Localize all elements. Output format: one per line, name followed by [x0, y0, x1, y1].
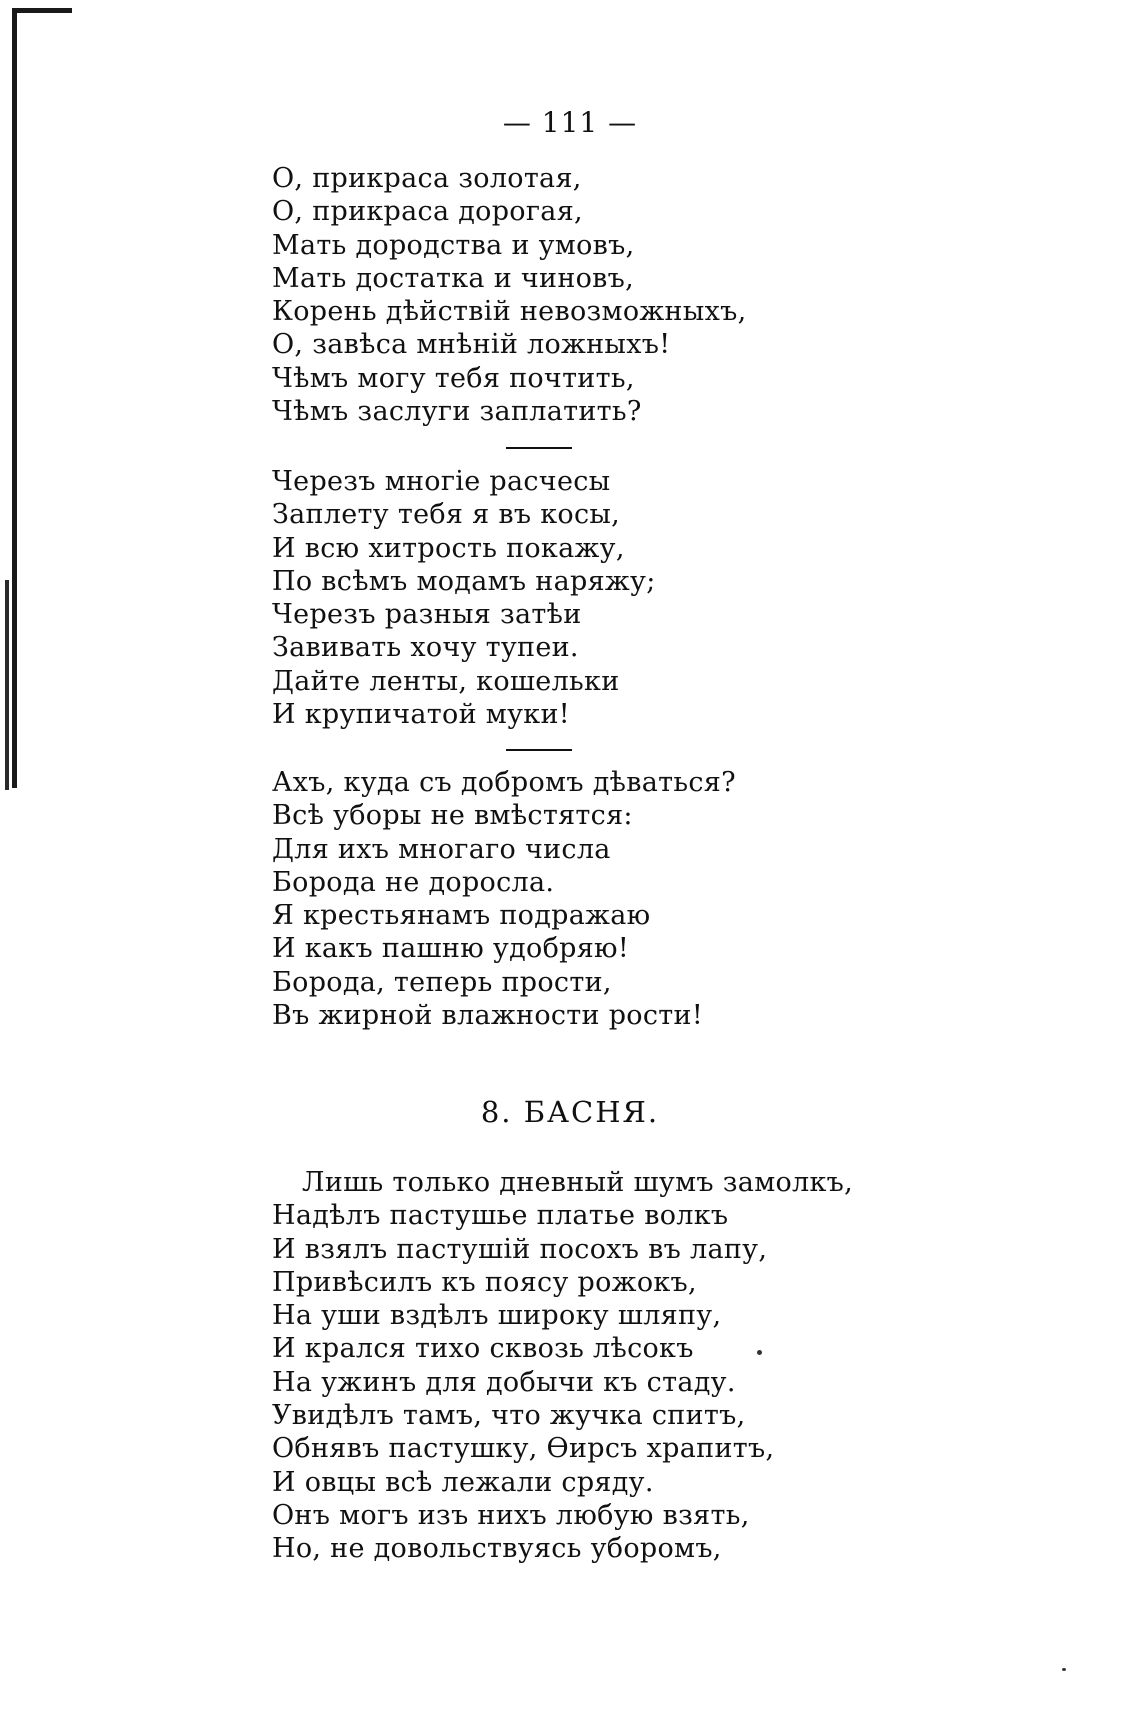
- verse-line: Корень дѣйствій невозможныхъ,: [272, 296, 747, 328]
- verse-line: На уши вздѣлъ широку шляпу,: [272, 1300, 722, 1332]
- verse-line: О, завѣса мнѣній ложныхъ!: [272, 329, 671, 361]
- scan-corner-mark: [12, 8, 72, 13]
- verse-line: Привѣсилъ къ поясу рожокъ,: [272, 1266, 697, 1298]
- stanza-3: [272, 766, 736, 1032]
- verse-line: Но, не довольствуясь уборомъ,: [272, 1533, 722, 1565]
- verse-line: На ужинъ для добычи къ стаду.: [272, 1366, 736, 1398]
- verse-line: Мать достатка и чиновъ,: [272, 262, 635, 294]
- verse-line: Борода не доросла.: [272, 866, 555, 898]
- verse-line: Дайте ленты, кошельки: [272, 665, 620, 697]
- fable-text: [272, 1166, 853, 1566]
- verse-line: О, прикраса дорогая,: [272, 196, 583, 228]
- verse-line: И какъ пашню удобряю!: [272, 933, 630, 965]
- verse-line: Для ихъ многаго числа: [272, 833, 611, 865]
- verse-line: Всѣ уборы не вмѣстятся:: [272, 800, 633, 832]
- verse-line: Въ жирной влажности рости!: [272, 1000, 703, 1032]
- verse-line: И крался тихо сквозь лѣсокъ: [272, 1333, 694, 1365]
- verse-line: Лишь только дневный шумъ замолкъ,: [302, 1167, 854, 1198]
- stanza-divider: [506, 749, 572, 751]
- verse-line: Мать дородства и умовъ,: [272, 229, 635, 261]
- verse-line: О, прикраса золотая,: [272, 163, 582, 194]
- section-title: 8. БАСНЯ.: [480, 1095, 660, 1129]
- verse-line: По всѣмъ модамъ наряжу;: [272, 565, 656, 597]
- verse-line: Обнявъ пастушку, Ѳирсъ храпитъ,: [272, 1433, 775, 1465]
- verse-line: Черезъ разныя затѣи: [272, 599, 582, 631]
- verse-line: И крупичатой муки!: [272, 699, 570, 731]
- verse-line: Надѣлъ пастушье платье волкъ: [272, 1200, 729, 1232]
- verse-line: Борода, теперь прости,: [272, 966, 612, 998]
- verse-line: Ахъ, куда съ добромъ дѣваться?: [272, 767, 736, 798]
- verse-line: Я крестьянамъ подражаю: [272, 900, 651, 932]
- stanza-2: [272, 465, 656, 731]
- verse-line: Черезъ многіе расчесы: [272, 466, 611, 497]
- verse-line: И взялъ пастушій посохъ въ лапу,: [272, 1233, 768, 1265]
- verse-line: Увидѣлъ тамъ, что жучка спитъ,: [272, 1400, 746, 1432]
- scan-speck: [757, 1350, 762, 1355]
- scan-edge-shadow: [5, 580, 9, 790]
- verse-line: И овцы всѣ лежали сряду.: [272, 1466, 654, 1498]
- verse-line: Завивать хочу тупеи.: [272, 632, 579, 664]
- verse-line: И всю хитрость покажу,: [272, 532, 625, 564]
- stanza-divider: [506, 447, 572, 449]
- verse-line: Заплету тебя я въ косы,: [272, 499, 621, 531]
- scan-speck: [1062, 1668, 1066, 1671]
- verse-line: Чѣмъ заслуги заплатить?: [272, 396, 642, 428]
- page-number: — 111 —: [502, 106, 638, 139]
- verse-line: Онъ могъ изъ нихъ любую взять,: [272, 1499, 750, 1531]
- stanza-1: [272, 162, 747, 428]
- verse-line: Чѣмъ могу тебя почтить,: [272, 362, 635, 394]
